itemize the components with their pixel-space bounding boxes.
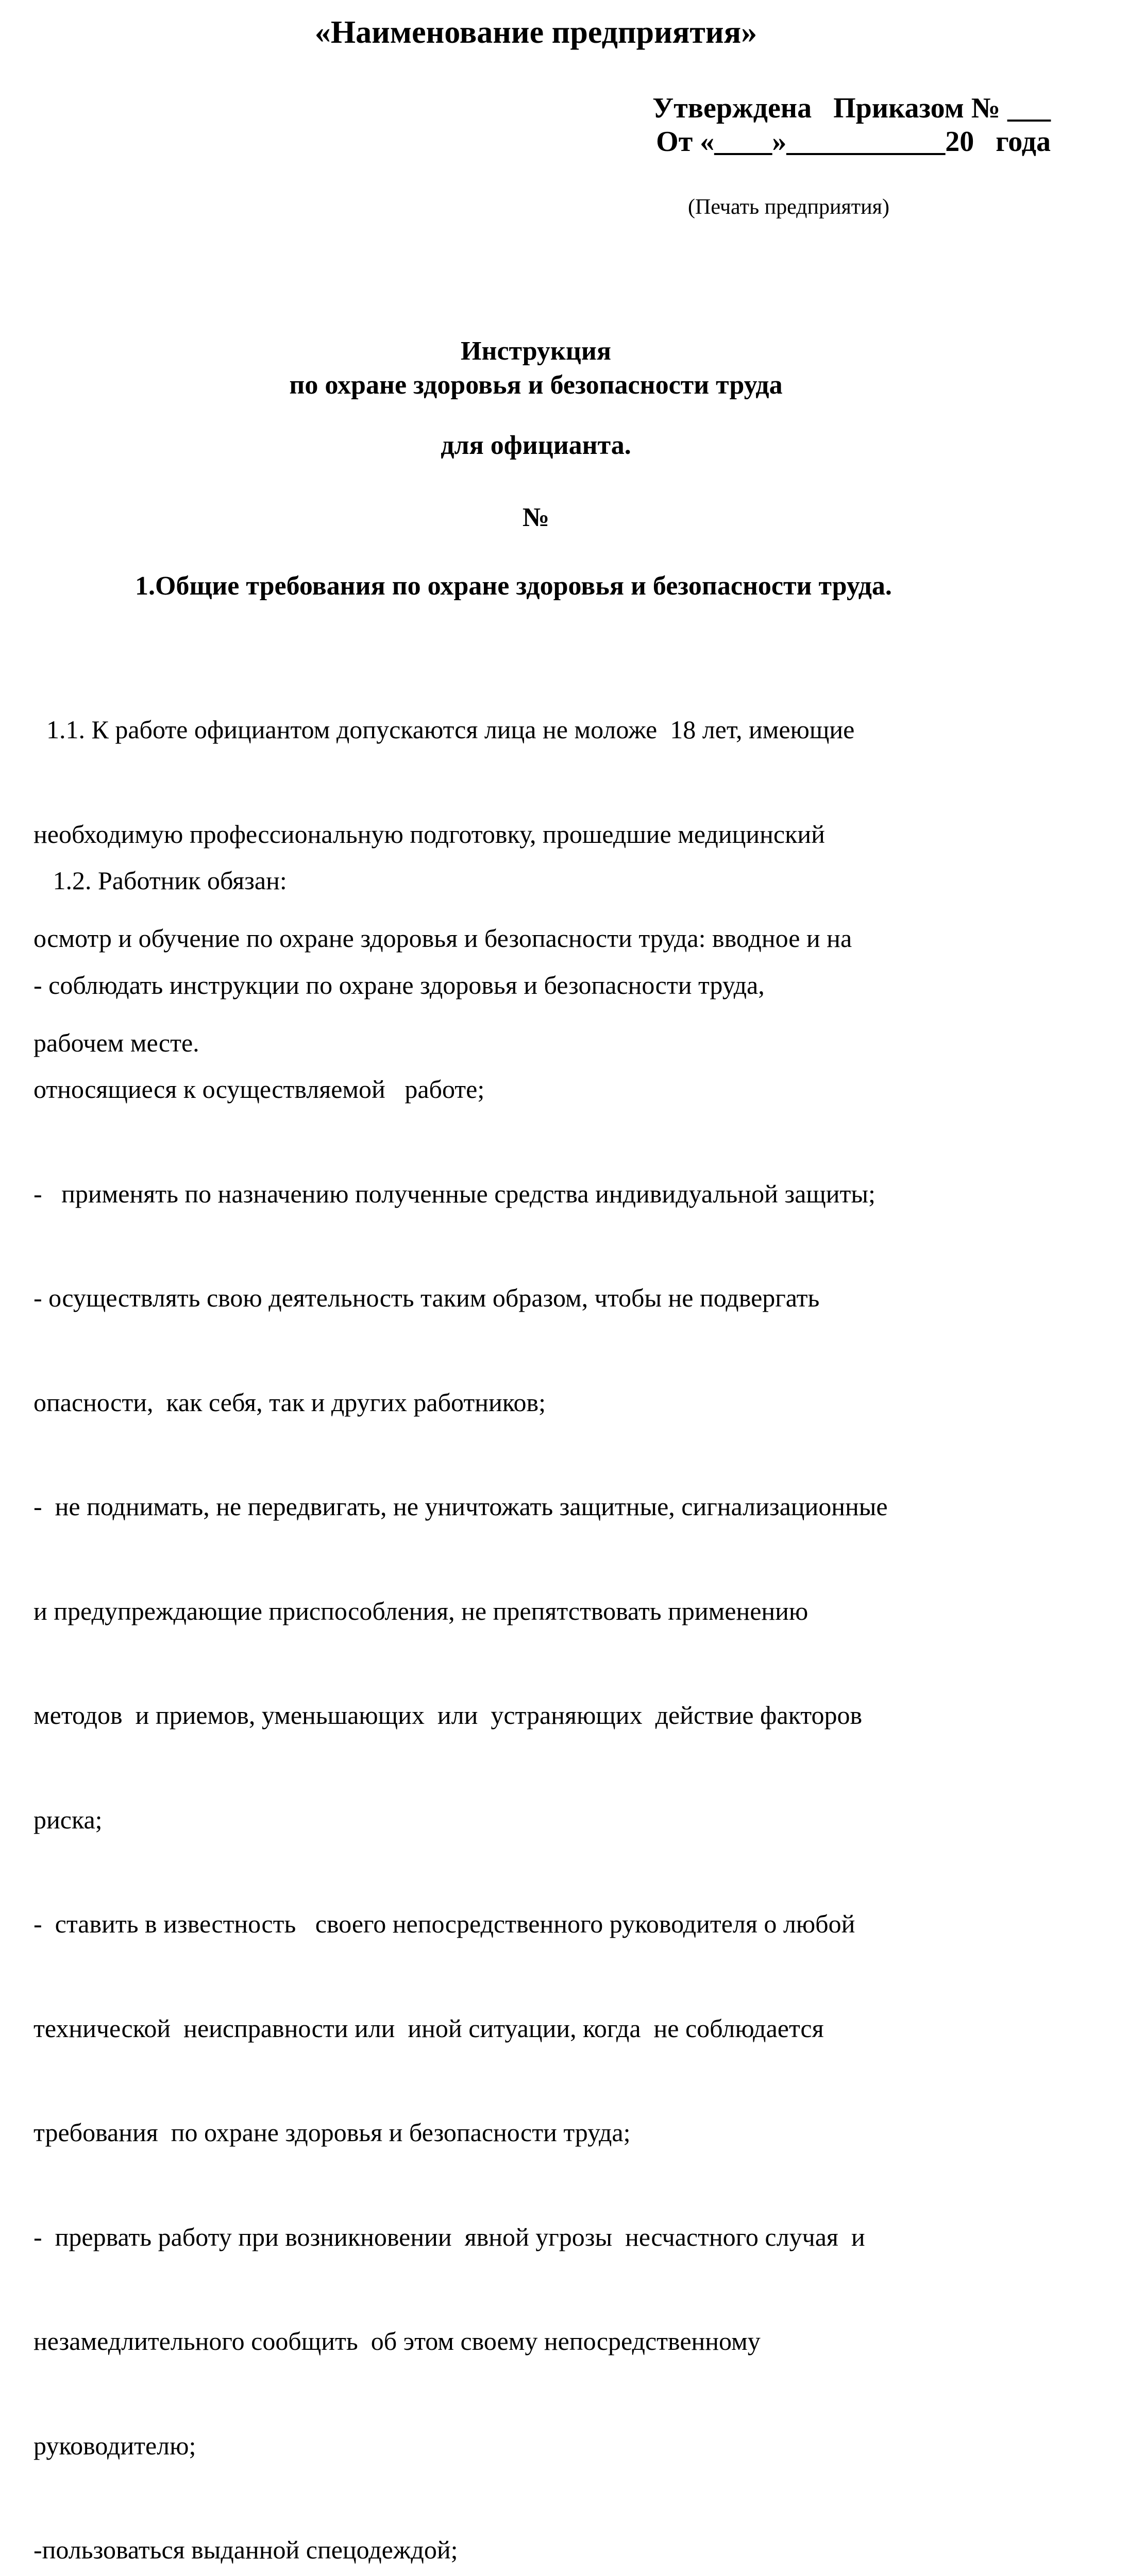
- approval-date-line: От «____»___________20 года: [656, 126, 1051, 158]
- document-title: Инструкция: [461, 336, 611, 366]
- list-item: -пользоваться выданной спецодеждой;: [33, 2535, 458, 2564]
- list-item: - прервать работу при возникновении явной угрозы несчастного случая и: [33, 2222, 865, 2251]
- list-item: - осуществлять свою деятельность таким образом, чтобы не подвергать: [33, 1283, 820, 1312]
- list-item: руководителю;: [33, 2431, 196, 2460]
- text-line: необходимую профессиональную подготовку, прошедшие медицинский: [33, 819, 825, 849]
- company-name: «Наименование предприятия»: [314, 15, 757, 50]
- document-subtitle: по охране здоровья и безопасности труда: [289, 370, 783, 400]
- list-item: технической неисправности или иной ситуации, когда не соблюдается: [33, 2013, 824, 2043]
- text-line: осмотр и обучение по охране здоровья и безопасности труда: вводное и на: [33, 924, 852, 953]
- list-item: - ставить в известность своего непосредственного руководителя о любой: [33, 1909, 855, 1938]
- list-item: относящиеся к осуществляемой работе;: [33, 1075, 485, 1104]
- list-item: - не поднимать, не передвигать, не уничтожать защитные, сигнализационные: [33, 1492, 888, 1521]
- text-line: 1.2. Работник обязан:: [33, 866, 287, 895]
- list-item: требования по охране здоровья и безопасности труда;: [33, 2118, 631, 2147]
- list-item: - соблюдать инструкции по охране здоровья и безопасности труда,: [33, 970, 765, 999]
- list-item: и предупреждающие приспособления, не препятствовать применению: [33, 1596, 809, 1625]
- document-number-label: №: [522, 503, 550, 532]
- section-1-heading-text: .Общие требования по охране здоровья и безопасности труда.: [148, 571, 892, 601]
- list-item: риска;: [33, 1805, 103, 1834]
- list-item: методов и приемов, уменьшающих или устраняющих действие факторов: [33, 1701, 863, 1730]
- document-subtitle-role: для официанта.: [441, 431, 631, 460]
- section-1-heading: [135, 571, 892, 601]
- stamp-placeholder: (Печать предприятия): [688, 195, 889, 219]
- list-item: - применять по назначению полученные средства индивидуальной защиты;: [33, 1179, 876, 1208]
- text-line: 1.1. К работе официантом допускаются лица не моложе 18 лет, имеющие: [33, 715, 855, 744]
- list-item: опасности, как себя, так и других работников;: [33, 1387, 546, 1417]
- list-item: незамедлительного сообщить об этом своему непосредственному: [33, 2327, 761, 2355]
- text-line: рабочем месте.: [33, 1028, 199, 1057]
- section-1-number: 1: [135, 571, 148, 601]
- paragraph-1-2: [33, 794, 1074, 2576]
- approval-line: Утверждена Приказом № ___: [652, 92, 1051, 124]
